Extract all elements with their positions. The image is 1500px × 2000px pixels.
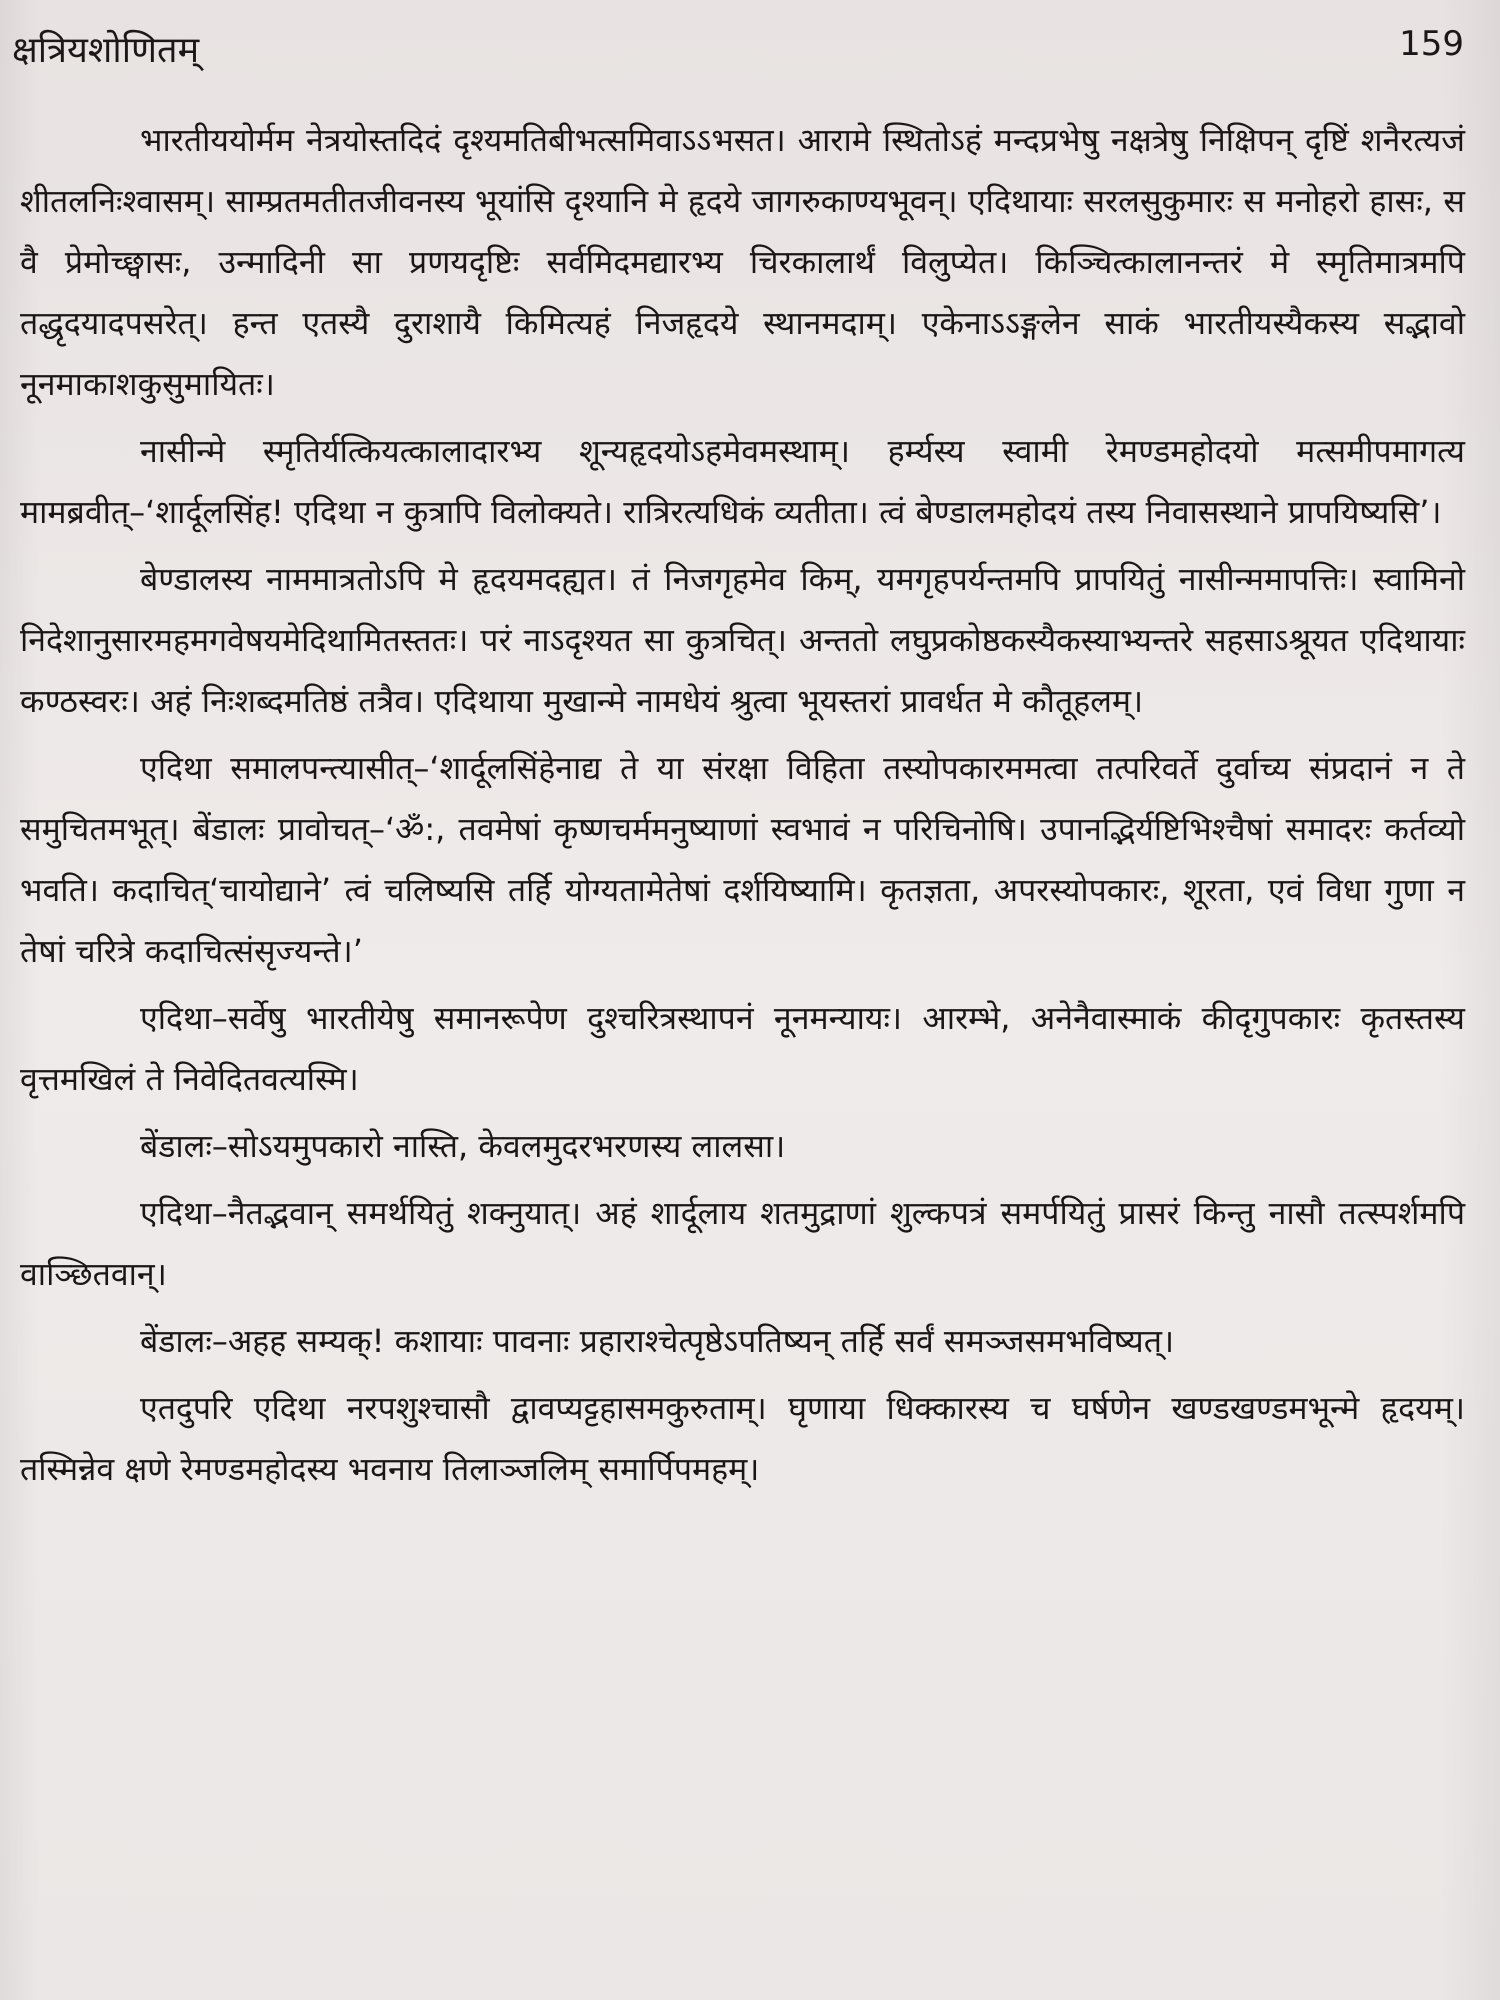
body-text <box>20 110 1465 1506</box>
paragraph-1: भारतीययोर्मम नेत्रयोस्तदिदं दृश्यमतिबीभत्समिवाऽऽभसत। आरामे स्थितोऽहं मन्दप्रभेषु नक्षत्रेषु निक्षिपन् दृष्टिं शनैरत्यजं शीतलनिःश्वासम्। साम्प्रतमतीतजीवनस्य भूयांसि दृश्यानि मे हृदये जागरुकाण्यभूवन्। एदिथायाः सरलसुकुमारः स मनोहरो हासः, स वै प्रेमोच्छ्वासः, उन्मादिनी सा प्रणयदृष्टिः सर्वमिदमद्यारभ्य चिरकालार्थं विलुप्येत। किञ्चित्कालानन्तरं मे स्मृतिमात्रमपि तद्धृदयादपसरेत्। हन्त एतस्यै दुराशायै किमित्यहं निजहृदये स्थानमदाम्। एकेनाऽऽङ्गलेन साकं भारतीयस्यैकस्य सद्भावो नूनमाकाशकुसुमायितः। <box>20 121 1465 403</box>
paragraph-5: एदिथा–सर्वेषु भारतीयेषु समानरूपेण दुश्चरित्रस्थापनं नूनमन्यायः। आरम्भे, अनेनैवास्माकं कीदृगुपकारः कृतस्तस्य वृत्तमखिलं ते निवेदितवत्यस्मि। <box>20 999 1465 1098</box>
running-title: क्षत्रियशोणितम् <box>12 30 200 71</box>
paragraph-8: बेंडालः–अहह सम्यक्! कशायाः पावनाः प्रहाराश्चेत्पृष्ठेऽपतिष्यन् तर्हि सर्वं समञ्जसमभविष्यत्। <box>140 1322 1175 1360</box>
paragraph-3: बेण्डालस्य नाममात्रतोऽपि मे हृदयमदह्यत। तं निजगृहमेव किम्, यमगृहपर्यन्तमपि प्रापयितुं नासीन्ममापत्तिः। स्वामिनो निदेशानुसारमहमगवेषयमेदिथामितस्ततः। परं नाऽदृश्यत सा कुत्रचित्। अन्ततो लघुप्रकोष्ठकस्यैकस्याभ्यन्तरे सहसाऽश्रूयत एदिथायाः कण्ठस्वरः। अहं निःशब्दमतिष्ठं तत्रैव। एदिथाया मुखान्मे नामधेयं श्रुत्वा भूयस्तरां प्रावर्धत मे कौतूहलम्। <box>20 560 1465 720</box>
paragraph-7: एदिथा–नैतद्भवान् समर्थयितुं शक्नुयात्। अहं शार्दूलाय शतमुद्राणां शुल्कपत्रं समर्पयितुं प्रासरं किन्तु नासौ तत्स्पर्शमपि वाञ्छितवान्। <box>20 1194 1465 1293</box>
page-number: 159 <box>1399 24 1464 64</box>
paragraph-9: एतदुपरि एदिथा नरपशुश्चासौ द्वावप्यट्टहासमकुरुताम्। घृणाया धिक्कारस्य च घर्षणेन खण्डखण्डमभून्मे हृदयम्। तस्मिन्नेव क्षणे रेमण्डमहोदस्य भवनाय तिलाञ्जलिम् समार्पिपमहम्। <box>20 1389 1465 1488</box>
page-header <box>0 14 1500 94</box>
paragraph-4: एदिथा समालपन्त्यासीत्–‘शार्दूलसिंहेनाद्य ते या संरक्षा विहिता तस्योपकारममत्वा तत्परिवर्ते दुर्वाच्य संप्रदानं न ते समुचितमभूत्। बेंडालः प्रावोचत्–‘ॐ:, तवमेषां कृष्णचर्ममनुष्याणां स्वभावं न परिचिनोषि। उपानद्भिर्यष्टिभिश्चैषां समादरः कर्तव्यो भवति। कदाचित्‘चायोद्याने’ त्वं चलिष्यसि तर्हि योग्यतामेतेषां दर्शयिष्यामि। कृतज्ञता, अपरस्योपकारः, शूरता, एवं विधा गुणा न तेषां चरित्रे कदाचित्संसृज्यन्ते।’ <box>20 749 1465 970</box>
paragraph-6: बेंडालः–सोऽयमुपकारो नास्ति, केवलमुदरभरणस्य लालसा। <box>140 1127 786 1165</box>
paragraph-2: नासीन्मे स्मृतिर्यत्कियत्कालादारभ्य शून्यहृदयोऽहमेवमस्थाम्। हर्म्यस्य स्वामी रेमण्डमहोदयो मत्समीपमागत्य मामब्रवीत्–‘शार्दूलसिंह! एदिथा न कुत्रापि विलोक्यते। रात्रिरत्यधिकं व्यतीता। त्वं बेण्डालमहोदयं तस्य निवासस्थाने प्रापयिष्यसि’। <box>20 432 1465 531</box>
